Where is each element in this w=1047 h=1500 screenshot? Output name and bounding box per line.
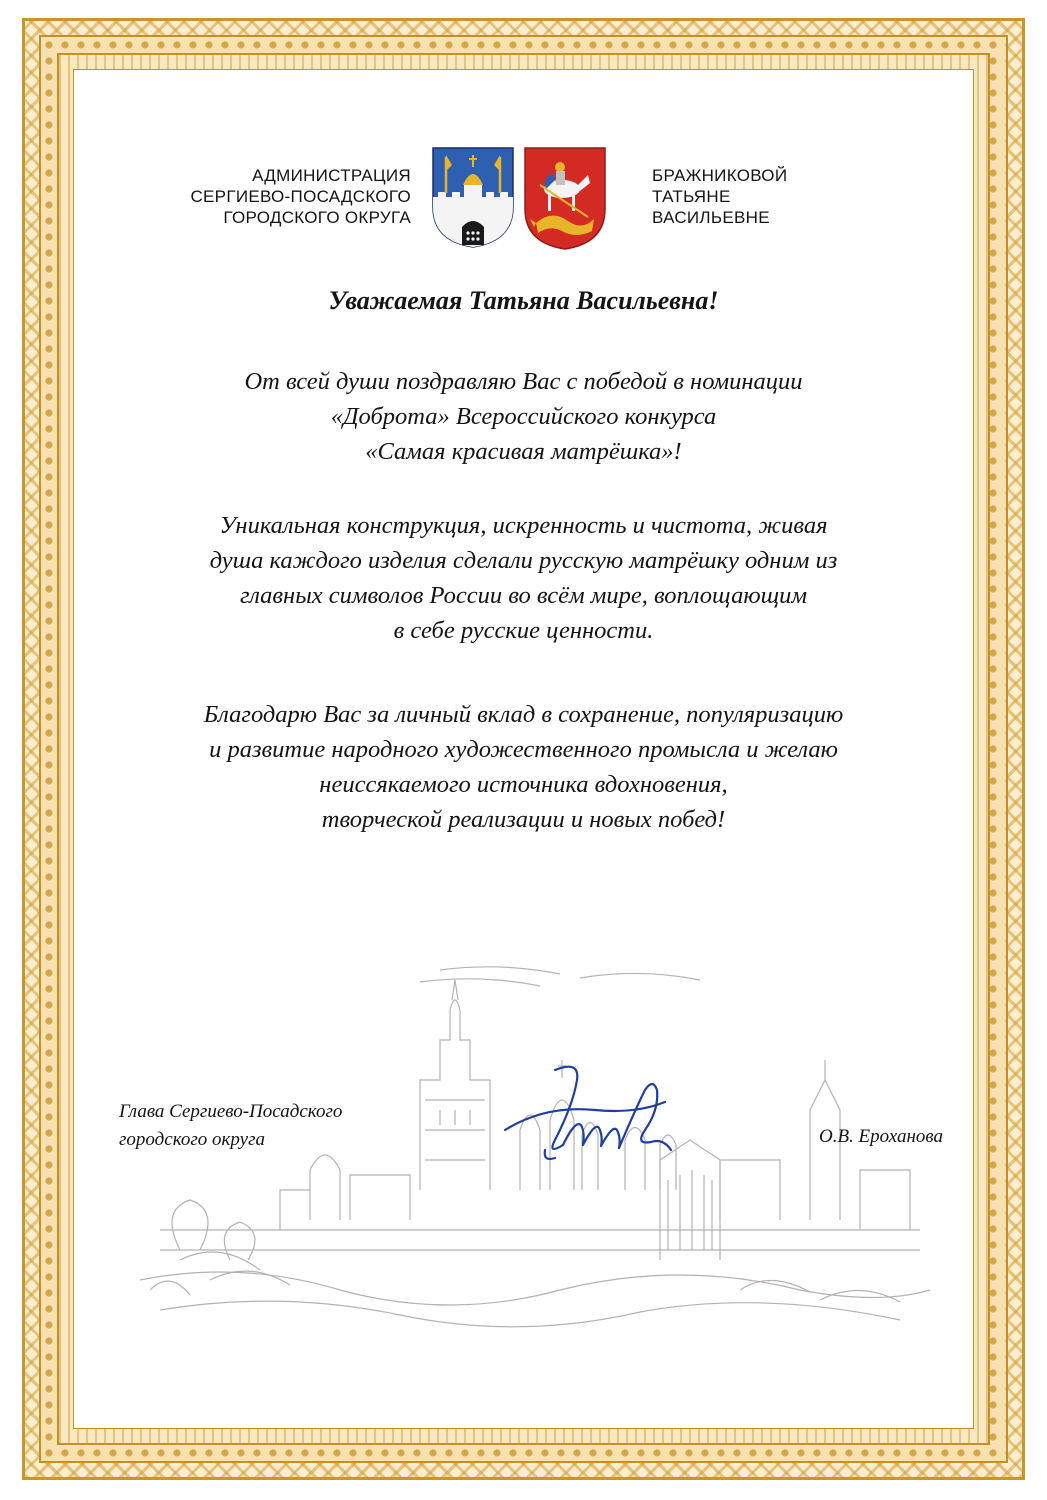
- signatory-title-line: Глава Сергиево-Посадского: [119, 1101, 343, 1122]
- signatory-name: О.В. Ероханова: [818, 1126, 943, 1147]
- paragraph-line: «Самая красивая матрёшка»!: [365, 438, 682, 465]
- paragraph-matryoshka: [0, 508, 1047, 648]
- recipient-line: ВАСИЛЬЕВНЕ: [652, 208, 770, 227]
- paragraph-line: Уникальная конструкция, искренность и чистота, живая: [219, 512, 828, 539]
- paragraph-line: в себе русские ценности.: [393, 617, 654, 644]
- sender-line: ГОРОДСКОГО ОКРУГА: [223, 208, 411, 227]
- paragraph-line: душа каждого изделия сделали русскую матрёшку одним из: [209, 547, 838, 574]
- sender-block: [190, 165, 411, 228]
- signatory-title: [119, 1098, 342, 1154]
- moscow-oblast-coat-of-arms-icon: [522, 145, 608, 253]
- signatory-title-line: городского округа: [119, 1129, 266, 1150]
- paragraph-line: неиссякаемого источника вдохновения,: [319, 771, 728, 798]
- sender-line: СЕРГИЕВО-ПОСАДСКОГО: [190, 187, 411, 206]
- recipient-block: [652, 165, 787, 228]
- paragraph-line: «Доброта» Всероссийского конкурса: [330, 403, 717, 430]
- paragraph-gratitude: [0, 697, 1047, 837]
- letter-header: [0, 145, 1047, 255]
- paragraph-line: и развитие народного художественного промысла и желаю: [209, 736, 838, 763]
- paragraph-line: От всей души поздравляю Вас с победой в номинации: [244, 368, 803, 395]
- handwritten-signature: [485, 1050, 705, 1180]
- recipient-line: БРАЖНИКОВОЙ: [652, 166, 788, 185]
- sender-line: АДМИНИСТРАЦИЯ: [252, 166, 411, 185]
- recipient-line: ТАТЬЯНЕ: [652, 187, 731, 206]
- sergiev-posad-coat-of-arms-icon: [430, 145, 516, 249]
- paragraph-line: творческой реализации и новых побед!: [321, 806, 726, 833]
- greeting: Уважаемая Татьяна Васильевна!: [328, 286, 719, 315]
- paragraph-line: главных символов России во всём мире, воплощающим: [239, 582, 808, 609]
- paragraph-congratulation: [0, 364, 1047, 469]
- paragraph-line: Благодарю Вас за личный вклад в сохранение, популяризацию: [203, 701, 844, 728]
